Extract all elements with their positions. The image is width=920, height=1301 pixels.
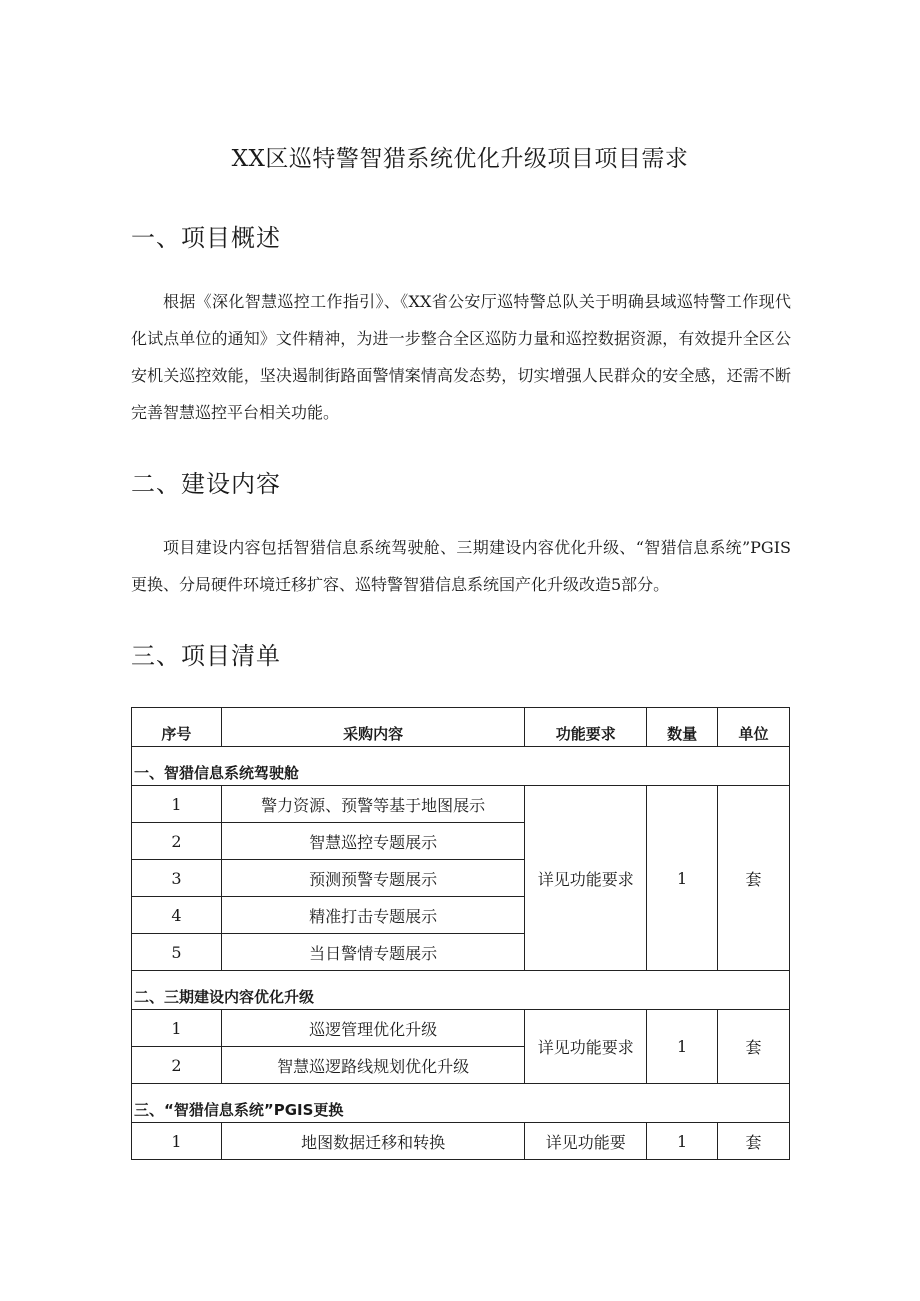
row-quantity: 1	[647, 786, 718, 971]
row-content: 巡逻管理优化升级	[221, 1010, 525, 1047]
document-title: XX区巡特警智猎系统优化升级项目项目需求	[231, 146, 689, 172]
row-unit: 套	[718, 1123, 790, 1160]
row-content: 警力资源、预警等基于地图展示	[221, 786, 525, 823]
table-row	[132, 1123, 790, 1160]
group-row	[132, 971, 790, 1010]
row-no: 1	[132, 1123, 222, 1160]
row-no: 1	[132, 786, 222, 823]
group-row	[132, 747, 790, 786]
row-no: 1	[132, 1010, 222, 1047]
row-no: 2	[132, 1047, 222, 1084]
header-unit: 单位	[718, 708, 790, 747]
row-requirement: 详见功能要求	[525, 786, 647, 971]
row-content: 地图数据迁移和转换	[221, 1123, 525, 1160]
row-content: 当日警情专题展示	[221, 934, 525, 971]
row-quantity: 1	[647, 1010, 718, 1084]
row-content: 精准打击专题展示	[221, 897, 525, 934]
overview-paragraph: 根据《深化智慧巡控工作指引》、《XX省公安厅巡特警总队关于明确县域巡特警工作现代化试点单位的通知》文件精神，为进一步整合全区巡防力量和巡控数据资源，有效提升全区公安机关巡控效能，坚决遏制街路面警情案情高发态势，切实增强人民群众的安全感，还需不断完善智慧巡控平台相关功能。	[131, 292, 791, 422]
row-no: 3	[132, 860, 222, 897]
row-unit: 套	[718, 786, 790, 971]
header-content: 采购内容	[221, 708, 525, 747]
row-unit: 套	[718, 1010, 790, 1084]
row-content: 智慧巡逻路线规划优化升级	[221, 1047, 525, 1084]
group-title: 二、三期建设内容优化升级	[132, 971, 790, 1010]
row-no: 5	[132, 934, 222, 971]
section-heading-construction: 二、建设内容	[131, 470, 281, 498]
table-row	[132, 786, 790, 823]
group-title: 一、智猎信息系统驾驶舱	[132, 747, 790, 786]
group-row	[132, 1084, 790, 1123]
row-no: 4	[132, 897, 222, 934]
row-quantity: 1	[647, 1123, 718, 1160]
row-content: 智慧巡控专题展示	[221, 823, 525, 860]
table-row	[132, 1010, 790, 1047]
row-content: 预测预警专题展示	[221, 860, 525, 897]
header-requirement: 功能要求	[525, 708, 647, 747]
header-quantity: 数量	[647, 708, 718, 747]
section-heading-project-list: 三、项目清单	[131, 642, 281, 670]
section-heading-overview: 一、项目概述	[131, 224, 281, 252]
table-header-row	[132, 708, 790, 747]
header-no: 序号	[132, 708, 222, 747]
row-requirement: 详见功能要求	[525, 1010, 647, 1084]
row-no: 2	[132, 823, 222, 860]
project-list-table	[131, 707, 790, 1160]
construction-paragraph: 项目建设内容包括智猎信息系统驾驶舱、三期建设内容优化升级、“智猎信息系统”PGIS更换、分局硬件环境迁移扩容、巡特警智猎信息系统国产化升级改造5部分。	[131, 538, 791, 594]
group-title: 三、“智猎信息系统”PGIS更换	[132, 1084, 790, 1123]
row-requirement: 详见功能要	[525, 1123, 647, 1160]
